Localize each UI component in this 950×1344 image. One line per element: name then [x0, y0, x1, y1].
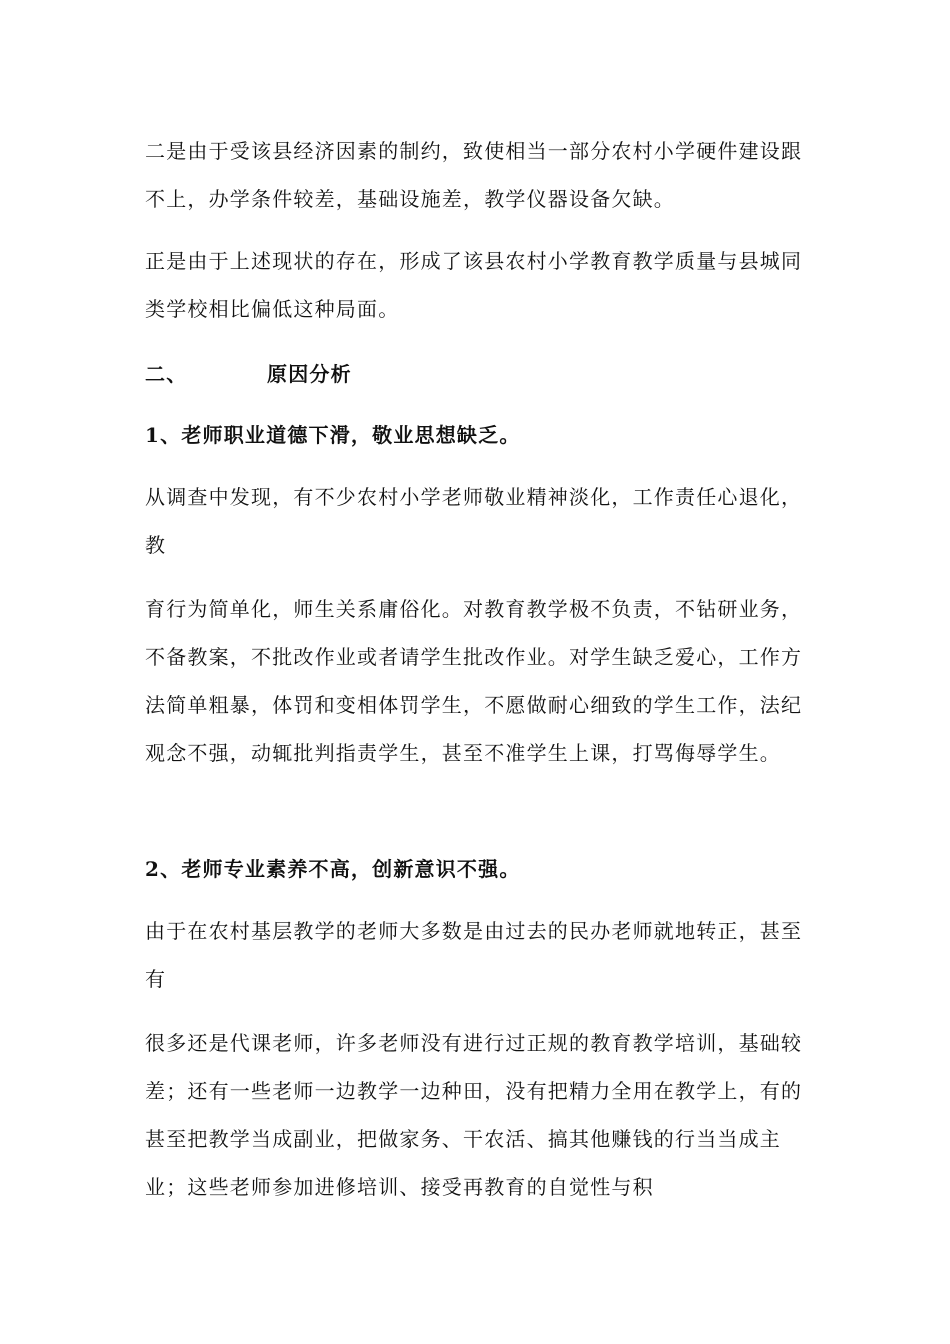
paragraph-hardware: 二是由于受该县经济因素的制约，致使相当一部分农村小学硬件建设跟不上，办学条件较差，基础设施差，教学仪器设备欠缺。	[145, 139, 803, 211]
paragraph-survey-part2: 育行为简单化，师生关系庸俗化。对教育教学极不负责，不钻研业务，不备教案，不批改作业或者请学生批改作业。对学生缺乏爱心，工作方法简单粗暴，体罚和变相体罚学生，不愿做耐心细致的学生工作，法纪观念不强，动辄批判指责学生，甚至不准学生上课，打骂侮辱学生。	[145, 597, 803, 765]
subheading-professional: 2、老师专业素养不高，创新意识不强。	[145, 857, 521, 881]
subheading-ethics: 1、老师职业道德下滑，敬业思想缺乏。	[145, 423, 521, 447]
paragraph-survey-part1: 从调查中发现，有不少农村小学老师敬业精神淡化，工作责任心退化，教	[145, 485, 803, 557]
paragraph-teachers-part1: 由于在农村基层教学的老师大多数是由过去的民办老师就地转正，甚至有	[145, 919, 803, 991]
paragraph-teachers-part2: 很多还是代课老师，许多老师没有进行过正规的教育教学培训，基础较差；还有一些老师一边教学一边种田，没有把精力全用在教学上，有的甚至把教学当成副业，把做家务、干农活、搞其他赚钱的行当当成主业；这些老师参加进修培训、接受再教育的自觉性与积	[145, 1031, 803, 1199]
section-heading	[145, 350, 352, 398]
paragraph-situation: 正是由于上述现状的存在，形成了该县农村小学教育教学质量与县城同类学校相比偏低这种局面。	[145, 249, 803, 321]
section-title: 原因分析	[267, 362, 352, 386]
section-number: 二、	[145, 362, 188, 386]
